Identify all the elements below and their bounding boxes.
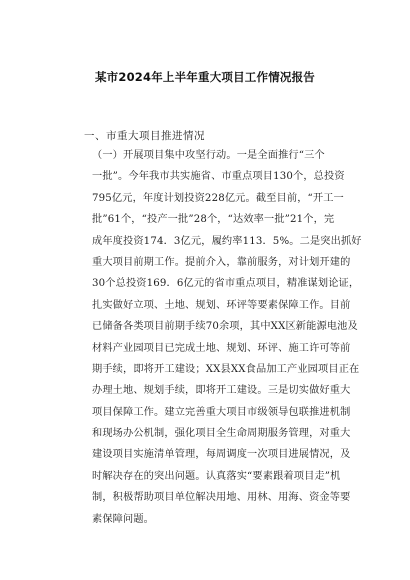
paragraph-line: 30个总投资169．6亿元的省市重点项目，精准谋划论证， [92, 278, 360, 290]
paragraph-line: 已储备各类项目前期手续70余项，其中XX区新能源电池及 [92, 321, 358, 333]
paragraph-line: 和现场办公机制，强化项目全生命周期服务管理，对重大 [92, 428, 351, 440]
paragraph-line: 建设项目实施清单管理，每周调度一次项目进展情况，及 [92, 449, 351, 461]
paragraph-line: 时解决存在的突出问题。认真落实“要素跟着项目走”机 [92, 470, 341, 482]
paragraph-line: 项目保障工作。建立完善重大项目市级领导包联推进机制 [92, 406, 351, 418]
document-title: 某市2024年上半年重大项目工作情况报告 [94, 70, 315, 84]
paragraph-line: 一批”。今年我市共实施省、市重点项目130个，总投资 [92, 171, 345, 183]
paragraph-line: （一）开展项目集中攻坚行动。一是全面推行“三个 [92, 150, 325, 161]
paragraph-line: 材料产业园项目已完成土地、规划、环评、施工许可等前 [92, 342, 351, 354]
paragraph-line: 素保障问题。 [92, 513, 155, 525]
paragraph-line: 重大项目前期工作。提前介入，靠前服务，对计划开建的 [92, 256, 351, 268]
paragraph-line: 制，积极帮助项目单位解决用地、用林、用海、资金等要 [92, 492, 351, 504]
paragraph-line: 期手续，即将开工建设；XX县XX食品加工产业园项目正在 [92, 363, 360, 375]
paragraph-line: 批”61个，“投产一批”28个，“达效率一批”21个，完 [92, 214, 335, 226]
section-heading: 一、市重大项目推进情况 [84, 130, 205, 142]
paragraph-line: 795亿元，年度计划投资228亿元。截至目前，“开工一 [92, 192, 344, 204]
paragraph-line: 扎实做好立项、土地、规划、环评等要素保障工作。目前 [92, 299, 351, 311]
paragraph-line: 成年度投资174．3亿元，履约率113．5%。二是突出抓好 [92, 235, 362, 247]
paragraph-line: 办理土地、规划手续，即将开工建设。三是切实做好重大 [92, 385, 351, 397]
paragraph [92, 145, 362, 530]
